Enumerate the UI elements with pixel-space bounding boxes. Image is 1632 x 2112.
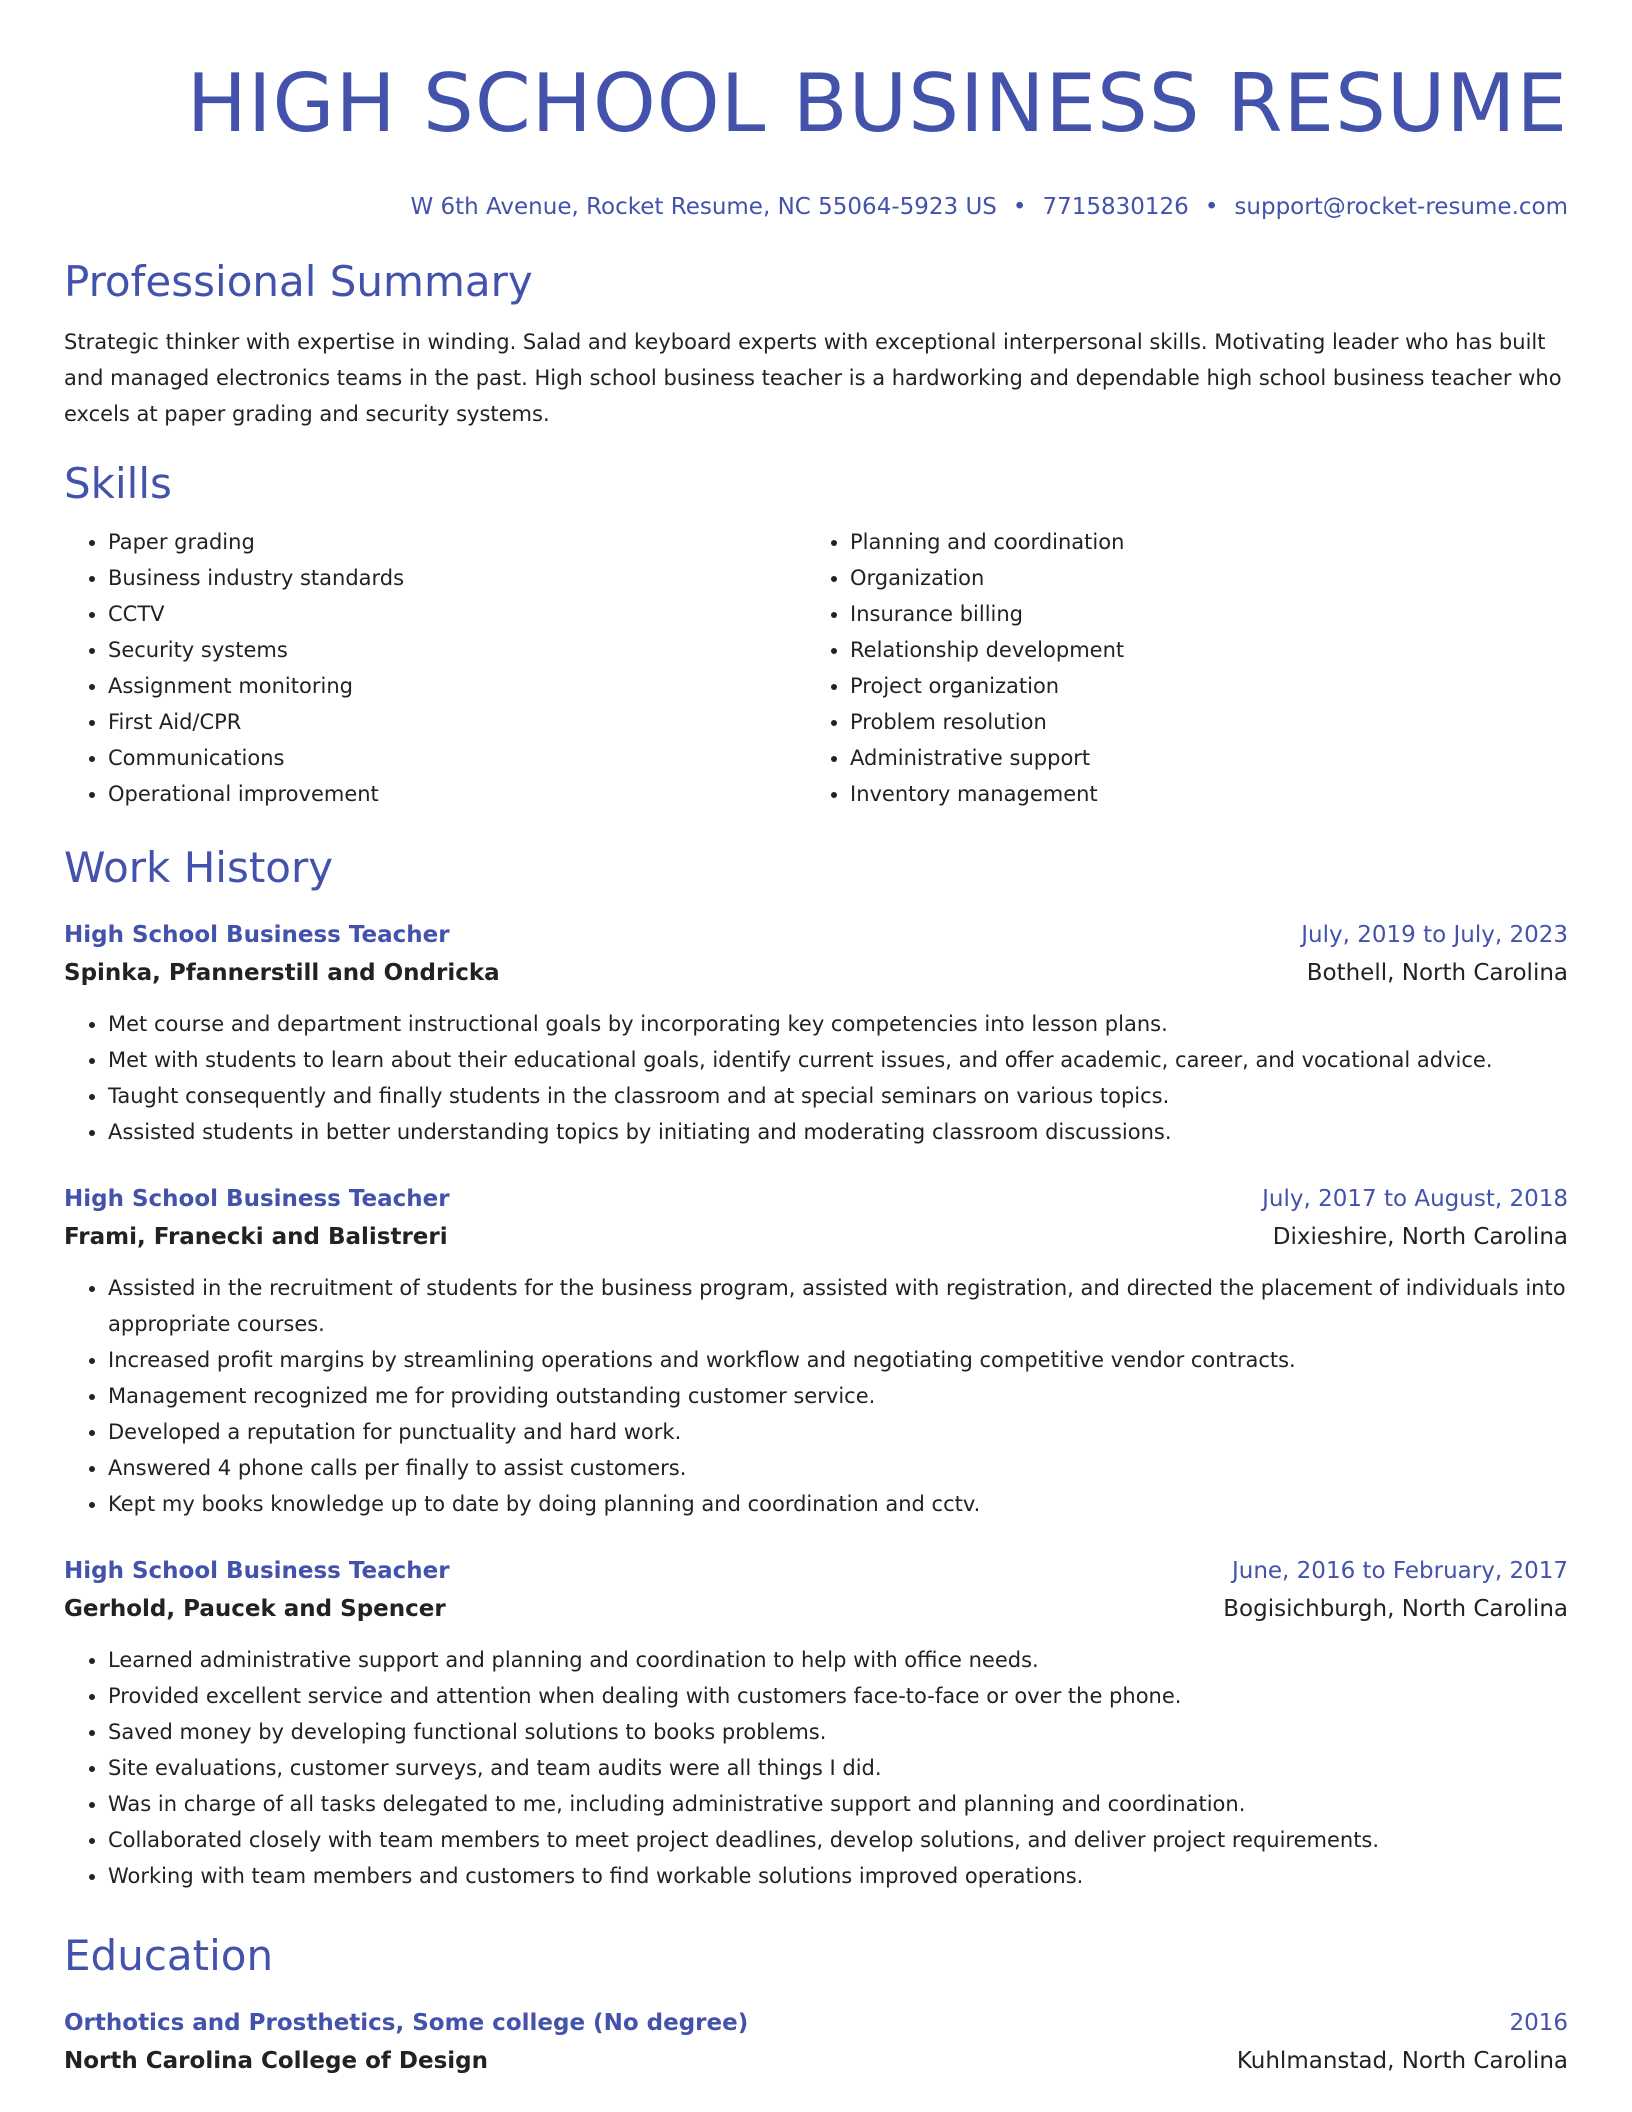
education-header bbox=[64, 2004, 1568, 2042]
skill-item: • Administrative support bbox=[850, 740, 1548, 776]
job-bullet: • Was in charge of all tasks delegated to me, including administrative support and planning and coordination. bbox=[108, 1786, 1568, 1822]
section-heading-summary: Professional Summary bbox=[64, 257, 533, 306]
contact-separator: • bbox=[1204, 194, 1219, 220]
skill-item: • Organization bbox=[850, 560, 1548, 596]
job-bullet: • Learned administrative support and planning and coordination to help with office needs. bbox=[108, 1642, 1568, 1678]
job-bullet: • Collaborated closely with team members to meet project deadlines, develop solutions, and deliver project requirements. bbox=[108, 1822, 1568, 1858]
job-bullet: • Taught consequently and finally students in the classroom and at special seminars on various topics. bbox=[108, 1078, 1568, 1114]
skill-item: • Planning and coordination bbox=[850, 524, 1548, 560]
skill-item: • Operational improvement bbox=[108, 776, 806, 812]
job-bullet: • Working with team members and customers to find workable solutions improved operations. bbox=[108, 1858, 1568, 1894]
contact-address: W 6th Avenue, Rocket Resume, NC 55064-5923 US bbox=[410, 194, 997, 220]
job-bullets bbox=[64, 1006, 1568, 1150]
job-entry bbox=[64, 1180, 1568, 1522]
skill-item: • Security systems bbox=[108, 632, 806, 668]
education-school: North Carolina College of Design bbox=[64, 2048, 489, 2074]
job-entry bbox=[64, 916, 1568, 1150]
contact-phone: 7715830126 bbox=[1042, 194, 1189, 220]
job-bullet: • Site evaluations, customer surveys, and team audits were all things I did. bbox=[108, 1750, 1568, 1786]
education-year: 2016 bbox=[1509, 2010, 1568, 2036]
job-subheader bbox=[64, 954, 1568, 992]
job-role: High School Business Teacher bbox=[64, 922, 450, 948]
job-company: Spinka, Pfannerstill and Ondricka bbox=[64, 960, 500, 986]
resume-title: HIGH SCHOOL BUSINESS RESUME bbox=[186, 57, 1568, 150]
job-header bbox=[64, 1552, 1568, 1590]
job-header bbox=[64, 916, 1568, 954]
skill-item: • Assignment monitoring bbox=[108, 668, 806, 704]
skill-item: • First Aid/CPR bbox=[108, 704, 806, 740]
summary-text: Strategic thinker with expertise in winding. Salad and keyboard experts with exceptional interpersonal skills. Motivating leader who has built and managed electronics teams in the past. High school business teacher is a hardworking and dependable high school business teacher who excels at paper grading and security systems. bbox=[64, 330, 1562, 426]
job-bullets bbox=[64, 1270, 1568, 1522]
job-dates: June, 2016 to February, 2017 bbox=[1231, 1558, 1568, 1584]
skill-item: • Problem resolution bbox=[850, 704, 1548, 740]
job-company: Gerhold, Paucek and Spencer bbox=[64, 1596, 446, 1622]
skill-item: • Communications bbox=[108, 740, 806, 776]
skills-list bbox=[64, 524, 1568, 812]
job-entry bbox=[64, 1552, 1568, 1894]
education-location: Kuhlmanstad, North Carolina bbox=[1236, 2048, 1568, 2074]
section-heading-work-history: Work History bbox=[64, 843, 334, 892]
job-bullet: • Kept my books knowledge up to date by doing planning and coordination and cctv. bbox=[108, 1486, 1568, 1522]
job-bullets bbox=[64, 1642, 1568, 1894]
skills-column-left bbox=[64, 524, 806, 812]
job-bullet: • Assisted students in better understanding topics by initiating and moderating classroom discussions. bbox=[108, 1114, 1568, 1150]
job-role: High School Business Teacher bbox=[64, 1186, 450, 1212]
skill-item: • Insurance billing bbox=[850, 596, 1548, 632]
job-subheader bbox=[64, 1218, 1568, 1256]
skill-item: • Inventory management bbox=[850, 776, 1548, 812]
skill-item: • Business industry standards bbox=[108, 560, 806, 596]
job-bullet: • Increased profit margins by streamlining operations and workflow and negotiating competitive vendor contracts. bbox=[108, 1342, 1568, 1378]
job-bullet: • Met with students to learn about their educational goals, identify current issues, and offer academic, career, and vocational advice. bbox=[108, 1042, 1568, 1078]
education-subheader bbox=[64, 2042, 1568, 2080]
job-bullet: • Provided excellent service and attention when dealing with customers face-to-face or over the phone. bbox=[108, 1678, 1568, 1714]
contact-email: support@rocket-resume.com bbox=[1234, 194, 1568, 220]
job-bullet: • Assisted in the recruitment of students for the business program, assisted with registration, and directed the placement of individuals into appropriate courses. bbox=[108, 1270, 1568, 1342]
skill-item: • Project organization bbox=[850, 668, 1548, 704]
job-bullet: • Answered 4 phone calls per finally to assist customers. bbox=[108, 1450, 1568, 1486]
job-location: Dixieshire, North Carolina bbox=[1272, 1224, 1568, 1250]
job-bullet: • Saved money by developing functional solutions to books problems. bbox=[108, 1714, 1568, 1750]
contact-separator: • bbox=[1012, 194, 1027, 220]
contact-line bbox=[64, 192, 1568, 222]
job-location: Bogisichburgh, North Carolina bbox=[1223, 1596, 1568, 1622]
job-dates: July, 2019 to July, 2023 bbox=[1301, 922, 1568, 948]
job-location: Bothell, North Carolina bbox=[1306, 960, 1568, 986]
job-bullet: • Developed a reputation for punctuality and hard work. bbox=[108, 1414, 1568, 1450]
job-subheader bbox=[64, 1590, 1568, 1628]
section-heading-skills: Skills bbox=[64, 459, 172, 508]
section-heading-education: Education bbox=[64, 1931, 274, 1980]
education-degree: Orthotics and Prosthetics, Some college (No degree) bbox=[64, 2010, 749, 2036]
skills-column-right bbox=[806, 524, 1548, 812]
skill-item: • CCTV bbox=[108, 596, 806, 632]
job-header bbox=[64, 1180, 1568, 1218]
job-company: Frami, Franecki and Balistreri bbox=[64, 1224, 448, 1250]
job-dates: July, 2017 to August, 2018 bbox=[1262, 1186, 1568, 1212]
skill-item: • Paper grading bbox=[108, 524, 806, 560]
job-bullet: • Met course and department instructional goals by incorporating key competencies into lesson plans. bbox=[108, 1006, 1568, 1042]
education-entry bbox=[64, 2004, 1568, 2080]
resume-header bbox=[64, 0, 1568, 222]
job-bullet: • Management recognized me for providing outstanding customer service. bbox=[108, 1378, 1568, 1414]
skill-item: • Relationship development bbox=[850, 632, 1548, 668]
job-role: High School Business Teacher bbox=[64, 1558, 450, 1584]
